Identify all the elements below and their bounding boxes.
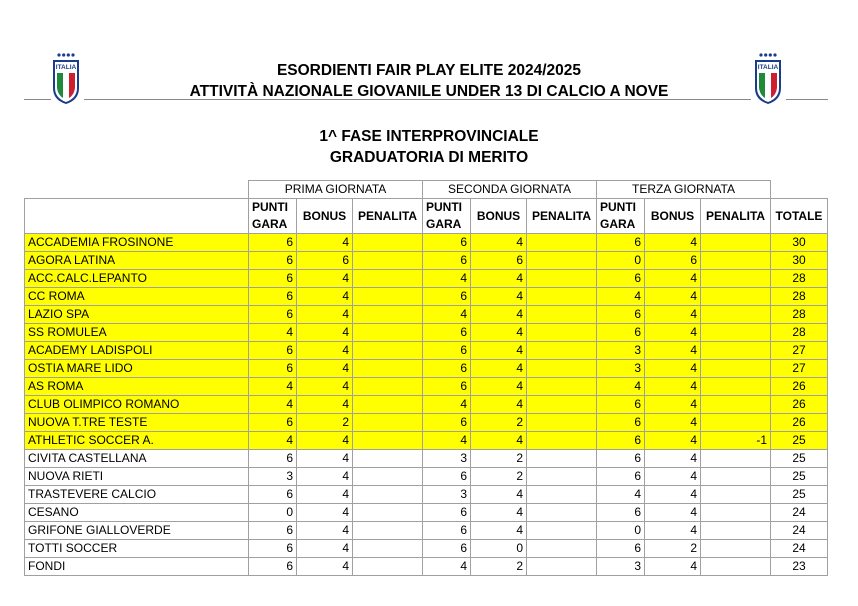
punti-gara-3-cell: 6 (597, 540, 645, 558)
col-totale: TOTALE (771, 199, 828, 234)
totale-cell: 28 (771, 306, 828, 324)
team-cell: SS ROMULEA (25, 324, 249, 342)
col-punti-gara-1: PUNTI GARA (249, 199, 297, 234)
bonus-1-cell: 4 (297, 270, 353, 288)
punti-gara-3-cell: 4 (597, 288, 645, 306)
ranking-table (24, 180, 828, 576)
table-row (25, 486, 828, 504)
table-row (25, 414, 828, 432)
team-cell: NUOVA T.TRE TESTE (25, 414, 249, 432)
penalita-3-cell (701, 414, 771, 432)
punti-gara-3-cell: 0 (597, 522, 645, 540)
punti-gara-2-cell: 6 (423, 414, 471, 432)
totale-cell: 26 (771, 396, 828, 414)
bonus-2-cell: 2 (471, 414, 527, 432)
penalita-1-cell (353, 504, 423, 522)
bonus-2-cell: 4 (471, 486, 527, 504)
bonus-1-cell: 4 (297, 540, 353, 558)
penalita-3-cell (701, 558, 771, 576)
bonus-1-cell: 6 (297, 252, 353, 270)
table-row (25, 252, 828, 270)
punti-gara-2-cell: 4 (423, 306, 471, 324)
punti-gara-2-cell: 6 (423, 342, 471, 360)
bonus-1-cell: 4 (297, 468, 353, 486)
totale-cell: 24 (771, 504, 828, 522)
penalita-3-cell (701, 450, 771, 468)
totale-cell: 25 (771, 486, 828, 504)
table-row (25, 306, 828, 324)
penalita-1-cell (353, 270, 423, 288)
bonus-3-cell: 6 (645, 252, 701, 270)
bonus-1-cell: 4 (297, 378, 353, 396)
bonus-2-cell: 4 (471, 306, 527, 324)
penalita-2-cell (527, 270, 597, 288)
penalita-3-cell (701, 522, 771, 540)
bonus-2-cell: 4 (471, 234, 527, 252)
totale-cell: 23 (771, 558, 828, 576)
table-row (25, 522, 828, 540)
bonus-2-cell: 4 (471, 396, 527, 414)
penalita-1-cell (353, 522, 423, 540)
corner-blank-right (771, 181, 828, 199)
bonus-1-cell: 4 (297, 504, 353, 522)
penalita-1-cell (353, 378, 423, 396)
bonus-1-cell: 4 (297, 432, 353, 450)
punti-gara-3-cell: 4 (597, 486, 645, 504)
penalita-3-cell (701, 252, 771, 270)
document-title: ESORDIENTI FAIR PLAY ELITE 2024/2025 (276, 62, 582, 79)
punti-gara-2-cell: 6 (423, 324, 471, 342)
team-cell: GRIFONE GIALLOVERDE (25, 522, 249, 540)
punti-gara-2-cell: 6 (423, 288, 471, 306)
team-cell: OSTIA MARE LIDO (25, 360, 249, 378)
penalita-3-cell (701, 540, 771, 558)
totale-cell: 24 (771, 540, 828, 558)
penalita-1-cell (353, 234, 423, 252)
punti-gara-2-cell: 3 (423, 450, 471, 468)
penalita-2-cell (527, 396, 597, 414)
team-cell: TRASTEVERE CALCIO (25, 486, 249, 504)
punti-gara-3-cell: 4 (597, 378, 645, 396)
penalita-3-cell (701, 270, 771, 288)
penalita-1-cell (353, 432, 423, 450)
bonus-2-cell: 4 (471, 522, 527, 540)
bonus-1-cell: 4 (297, 450, 353, 468)
bonus-3-cell: 4 (645, 450, 701, 468)
col-penalita-2: PENALITA (527, 199, 597, 234)
punti-gara-1-cell: 6 (249, 522, 297, 540)
penalita-3-cell (701, 378, 771, 396)
punti-gara-2-cell: 4 (423, 396, 471, 414)
punti-gara-1-cell: 4 (249, 396, 297, 414)
bonus-3-cell: 4 (645, 288, 701, 306)
punti-gara-3-cell: 3 (597, 360, 645, 378)
team-cell: ACC.CALC.LEPANTO (25, 270, 249, 288)
totale-cell: 25 (771, 450, 828, 468)
bonus-2-cell: 4 (471, 288, 527, 306)
punti-gara-3-cell: 3 (597, 342, 645, 360)
table-row (25, 378, 828, 396)
bonus-3-cell: 4 (645, 558, 701, 576)
stars-icon (57, 53, 74, 56)
team-cell: LAZIO SPA (25, 306, 249, 324)
totale-cell: 28 (771, 324, 828, 342)
bonus-3-cell: 4 (645, 486, 701, 504)
punti-gara-2-cell: 4 (423, 558, 471, 576)
penalita-1-cell (353, 558, 423, 576)
penalita-2-cell (527, 306, 597, 324)
table-row (25, 504, 828, 522)
bonus-2-cell: 4 (471, 378, 527, 396)
table-row (25, 432, 828, 450)
team-column-header (25, 199, 249, 234)
section-subtitle-line2: GRADUATORIA DI MERITO (329, 149, 529, 166)
penalita-1-cell (353, 252, 423, 270)
penalita-1-cell (353, 306, 423, 324)
table-row (25, 360, 828, 378)
bonus-3-cell: 4 (645, 414, 701, 432)
punti-gara-3-cell: 6 (597, 324, 645, 342)
penalita-2-cell (527, 288, 597, 306)
bonus-2-cell: 4 (471, 504, 527, 522)
bonus-3-cell: 4 (645, 378, 701, 396)
table-row (25, 234, 828, 252)
penalita-1-cell (353, 414, 423, 432)
table-row (25, 396, 828, 414)
totale-cell: 28 (771, 270, 828, 288)
punti-gara-2-cell: 4 (423, 270, 471, 288)
table-row (25, 540, 828, 558)
punti-gara-2-cell: 6 (423, 468, 471, 486)
punti-gara-3-cell: 6 (597, 396, 645, 414)
punti-gara-1-cell: 6 (249, 486, 297, 504)
team-cell: CESANO (25, 504, 249, 522)
col-bonus-3: BONUS (645, 199, 701, 234)
punti-gara-1-cell: 6 (249, 450, 297, 468)
punti-gara-1-cell: 6 (249, 540, 297, 558)
logo-text: ITALIA (757, 64, 779, 71)
bonus-3-cell: 4 (645, 234, 701, 252)
punti-gara-2-cell: 6 (423, 378, 471, 396)
penalita-3-cell (701, 396, 771, 414)
penalita-3-cell (701, 342, 771, 360)
bonus-3-cell: 4 (645, 432, 701, 450)
bonus-1-cell: 4 (297, 360, 353, 378)
bonus-3-cell: 4 (645, 342, 701, 360)
bonus-2-cell: 4 (471, 432, 527, 450)
penalita-1-cell (353, 360, 423, 378)
bonus-3-cell: 4 (645, 270, 701, 288)
table-row (25, 468, 828, 486)
totale-cell: 27 (771, 360, 828, 378)
bonus-1-cell: 4 (297, 324, 353, 342)
punti-gara-3-cell: 6 (597, 306, 645, 324)
bonus-2-cell: 4 (471, 270, 527, 288)
punti-gara-2-cell: 6 (423, 252, 471, 270)
penalita-1-cell (353, 450, 423, 468)
bonus-2-cell: 2 (471, 468, 527, 486)
punti-gara-2-cell: 4 (423, 432, 471, 450)
penalita-2-cell (527, 540, 597, 558)
penalita-3-cell (701, 234, 771, 252)
team-cell: AS ROMA (25, 378, 249, 396)
penalita-2-cell (527, 342, 597, 360)
punti-gara-3-cell: 6 (597, 270, 645, 288)
totale-cell: 26 (771, 414, 828, 432)
col-penalita-3: PENALITA (701, 199, 771, 234)
team-cell: NUOVA RIETI (25, 468, 249, 486)
group-header-terza: TERZA GIORNATA (597, 181, 771, 199)
penalita-3-cell: -1 (701, 432, 771, 450)
punti-gara-3-cell: 6 (597, 468, 645, 486)
penalita-2-cell (527, 504, 597, 522)
col-punti-gara-2: PUNTI GARA (423, 199, 471, 234)
punti-gara-1-cell: 4 (249, 432, 297, 450)
punti-gara-1-cell: 6 (249, 234, 297, 252)
bonus-1-cell: 4 (297, 306, 353, 324)
bonus-3-cell: 4 (645, 468, 701, 486)
bonus-3-cell: 2 (645, 540, 701, 558)
penalita-3-cell (701, 486, 771, 504)
group-header-seconda: SECONDA GIORNATA (423, 181, 597, 199)
bonus-3-cell: 4 (645, 324, 701, 342)
document-title-line2: ATTIVITÀ NAZIONALE GIOVANILE UNDER 13 DI CALCIO A NOVE (189, 83, 669, 100)
punti-gara-2-cell: 6 (423, 504, 471, 522)
table-row (25, 450, 828, 468)
bonus-3-cell: 4 (645, 504, 701, 522)
penalita-1-cell (353, 486, 423, 504)
bonus-2-cell: 4 (471, 360, 527, 378)
punti-gara-3-cell: 0 (597, 252, 645, 270)
bonus-1-cell: 2 (297, 414, 353, 432)
penalita-3-cell (701, 288, 771, 306)
penalita-2-cell (527, 486, 597, 504)
penalita-1-cell (353, 342, 423, 360)
punti-gara-3-cell: 6 (597, 504, 645, 522)
totale-cell: 26 (771, 378, 828, 396)
punti-gara-3-cell: 6 (597, 432, 645, 450)
penalita-1-cell (353, 396, 423, 414)
penalita-1-cell (353, 288, 423, 306)
punti-gara-1-cell: 6 (249, 252, 297, 270)
punti-gara-2-cell: 6 (423, 360, 471, 378)
punti-gara-1-cell: 3 (249, 468, 297, 486)
penalita-2-cell (527, 360, 597, 378)
punti-gara-2-cell: 6 (423, 522, 471, 540)
punti-gara-3-cell: 6 (597, 450, 645, 468)
totale-cell: 30 (771, 234, 828, 252)
bonus-1-cell: 4 (297, 396, 353, 414)
team-cell: ACCADEMIA FROSINONE (25, 234, 249, 252)
penalita-2-cell (527, 450, 597, 468)
bonus-3-cell: 4 (645, 396, 701, 414)
logo-text: ITALIA (55, 64, 77, 71)
bonus-2-cell: 4 (471, 342, 527, 360)
punti-gara-3-cell: 6 (597, 234, 645, 252)
penalita-1-cell (353, 540, 423, 558)
col-penalita-1: PENALITA (353, 199, 423, 234)
totale-cell: 25 (771, 468, 828, 486)
totale-cell: 25 (771, 432, 828, 450)
penalita-2-cell (527, 414, 597, 432)
bonus-1-cell: 4 (297, 234, 353, 252)
totale-cell: 30 (771, 252, 828, 270)
stars-icon (759, 53, 776, 56)
col-bonus-2: BONUS (471, 199, 527, 234)
corner-blank (25, 181, 249, 199)
table-row (25, 270, 828, 288)
bonus-2-cell: 2 (471, 450, 527, 468)
bonus-1-cell: 4 (297, 288, 353, 306)
penalita-2-cell (527, 378, 597, 396)
punti-gara-1-cell: 6 (249, 414, 297, 432)
team-cell: ACADEMY LADISPOLI (25, 342, 249, 360)
penalita-2-cell (527, 324, 597, 342)
punti-gara-1-cell: 6 (249, 558, 297, 576)
punti-gara-2-cell: 6 (423, 234, 471, 252)
punti-gara-3-cell: 3 (597, 558, 645, 576)
team-cell: CIVITA CASTELLANA (25, 450, 249, 468)
totale-cell: 27 (771, 342, 828, 360)
penalita-3-cell (701, 504, 771, 522)
bonus-3-cell: 4 (645, 306, 701, 324)
penalita-3-cell (701, 468, 771, 486)
punti-gara-1-cell: 6 (249, 360, 297, 378)
bonus-3-cell: 4 (645, 522, 701, 540)
punti-gara-1-cell: 4 (249, 324, 297, 342)
punti-gara-1-cell: 6 (249, 288, 297, 306)
punti-gara-2-cell: 3 (423, 486, 471, 504)
team-cell: CC ROMA (25, 288, 249, 306)
table-row (25, 342, 828, 360)
penalita-1-cell (353, 468, 423, 486)
team-cell: FONDI (25, 558, 249, 576)
totale-cell: 28 (771, 288, 828, 306)
totale-cell: 24 (771, 522, 828, 540)
bonus-1-cell: 4 (297, 486, 353, 504)
penalita-1-cell (353, 324, 423, 342)
penalita-2-cell (527, 468, 597, 486)
bonus-1-cell: 4 (297, 558, 353, 576)
penalita-2-cell (527, 522, 597, 540)
bonus-3-cell: 4 (645, 360, 701, 378)
table-row (25, 324, 828, 342)
punti-gara-1-cell: 6 (249, 270, 297, 288)
penalita-3-cell (701, 360, 771, 378)
punti-gara-1-cell: 4 (249, 378, 297, 396)
punti-gara-1-cell: 6 (249, 342, 297, 360)
punti-gara-3-cell: 6 (597, 414, 645, 432)
bonus-2-cell: 0 (471, 540, 527, 558)
group-header-prima: PRIMA GIORNATA (249, 181, 423, 199)
col-bonus-1: BONUS (297, 199, 353, 234)
bonus-2-cell: 6 (471, 252, 527, 270)
penalita-2-cell (527, 432, 597, 450)
team-cell: ATHLETIC SOCCER A. (25, 432, 249, 450)
team-cell: AGORA LATINA (25, 252, 249, 270)
section-subtitle: 1^ FASE INTERPROVINCIALE (319, 128, 539, 145)
punti-gara-1-cell: 0 (249, 504, 297, 522)
col-punti-gara-3: PUNTI GARA (597, 199, 645, 234)
penalita-2-cell (527, 252, 597, 270)
punti-gara-2-cell: 6 (423, 540, 471, 558)
bonus-2-cell: 4 (471, 324, 527, 342)
bonus-1-cell: 4 (297, 522, 353, 540)
bonus-2-cell: 2 (471, 558, 527, 576)
team-cell: TOTTI SOCCER (25, 540, 249, 558)
team-cell: CLUB OLIMPICO ROMANO (25, 396, 249, 414)
table-row (25, 288, 828, 306)
table-row (25, 558, 828, 576)
penalita-2-cell (527, 234, 597, 252)
penalita-3-cell (701, 324, 771, 342)
punti-gara-1-cell: 6 (249, 306, 297, 324)
penalita-3-cell (701, 306, 771, 324)
penalita-2-cell (527, 558, 597, 576)
bonus-1-cell: 4 (297, 342, 353, 360)
